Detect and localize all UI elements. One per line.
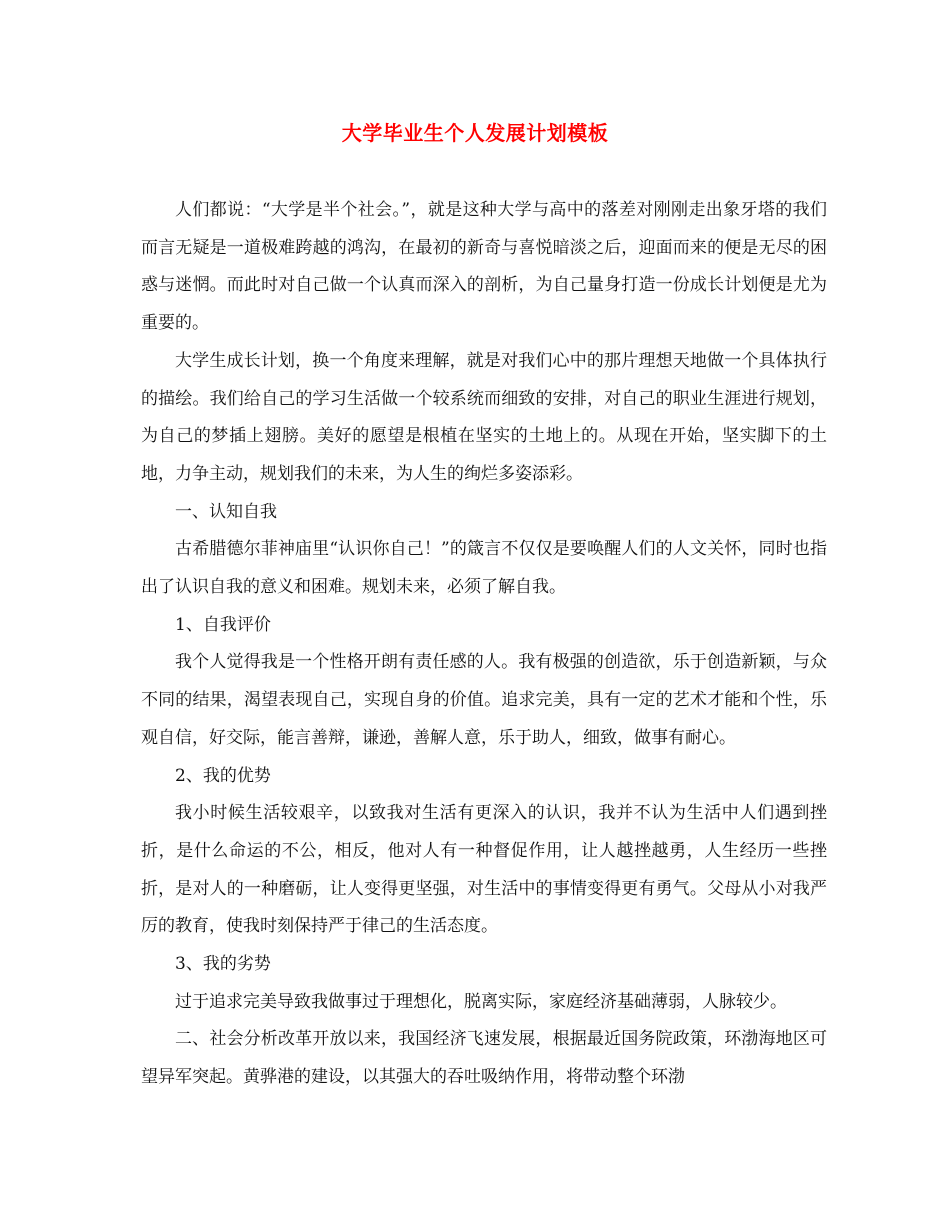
- paragraph-know-thyself: 古希腊德尔菲神庙里“认识你自己！”的箴言不仅仅是要唤醒人们的人文关怀，同时也指出了认识自我的意义和困难。规划未来，必须了解自我。: [141, 539, 827, 598]
- paragraph-intro: 人们都说：“大学是半个社会。”，就是这种大学与高中的落差对刚刚走出象牙塔的我们而言无疑是一道极难跨越的鸿沟，在最初的新奇与喜悦暗淡之后，迎面而来的便是无尽的困惑与迷惘。而此时对自己做一个认真而深入的剖析，为自己量身打造一份成长计划便是尤为重要的。: [141, 200, 827, 334]
- document-title: 大学毕业生个人发展计划模板: [341, 121, 609, 145]
- section-heading-self-knowledge: 一、认知自我: [175, 501, 277, 522]
- subheading-strengths: 2、我的优势: [175, 765, 271, 786]
- subheading-weaknesses: 3、我的劣势: [175, 954, 271, 975]
- paragraph-strengths: 我小时候生活较艰辛，以致我对生活有更深入的认识，我并不认为生活中人们遇到挫折，是什么命运的不公，相反，他对人有一种督促作用，让人越挫越勇，人生经历一些挫折，是对人的一种磨砺，让人变得更坚强，对生活中的事情变得更有勇气。父母从小对我严厉的教育，使我时刻保持严于律己的生活态度。: [141, 803, 827, 937]
- paragraph-growth-plan: 大学生成长计划，换一个角度来理解，就是对我们心中的那片理想天地做一个具体执行的描绘。我们给自己的学习生活做一个较系统而细致的安排，对自己的职业生涯进行规划，为自己的梦插上翅膀。美好的愿望是根植在坚实的土地上的。从现在开始，坚实脚下的土地，力争主动，规划我们的未来，为人生的绚烂多姿添彩。: [141, 350, 827, 484]
- paragraph-weaknesses: 过于追求完美导致我做事过于理想化，脱离实际，家庭经济基础薄弱，人脉较少。: [175, 991, 787, 1012]
- paragraph-social-analysis: 二、社会分析改革开放以来，我国经济飞速发展，根据最近国务院政策，环渤海地区可望异军突起。黄骅港的建设，以其强大的吞吐吸纳作用，将带动整个环渤: [141, 1029, 827, 1088]
- subheading-self-evaluation: 1、自我评价: [175, 614, 271, 635]
- document-body: [141, 192, 827, 1097]
- paragraph-self-evaluation: 我个人觉得我是一个性格开朗有责任感的人。我有极强的创造欲，乐于创造新颖，与众不同的结果，渴望表现自己，实现自身的价值。追求完美，具有一定的艺术才能和个性，乐观自信，好交际，能言善辩，谦逊，善解人意，乐于助人，细致，做事有耐心。: [141, 652, 827, 748]
